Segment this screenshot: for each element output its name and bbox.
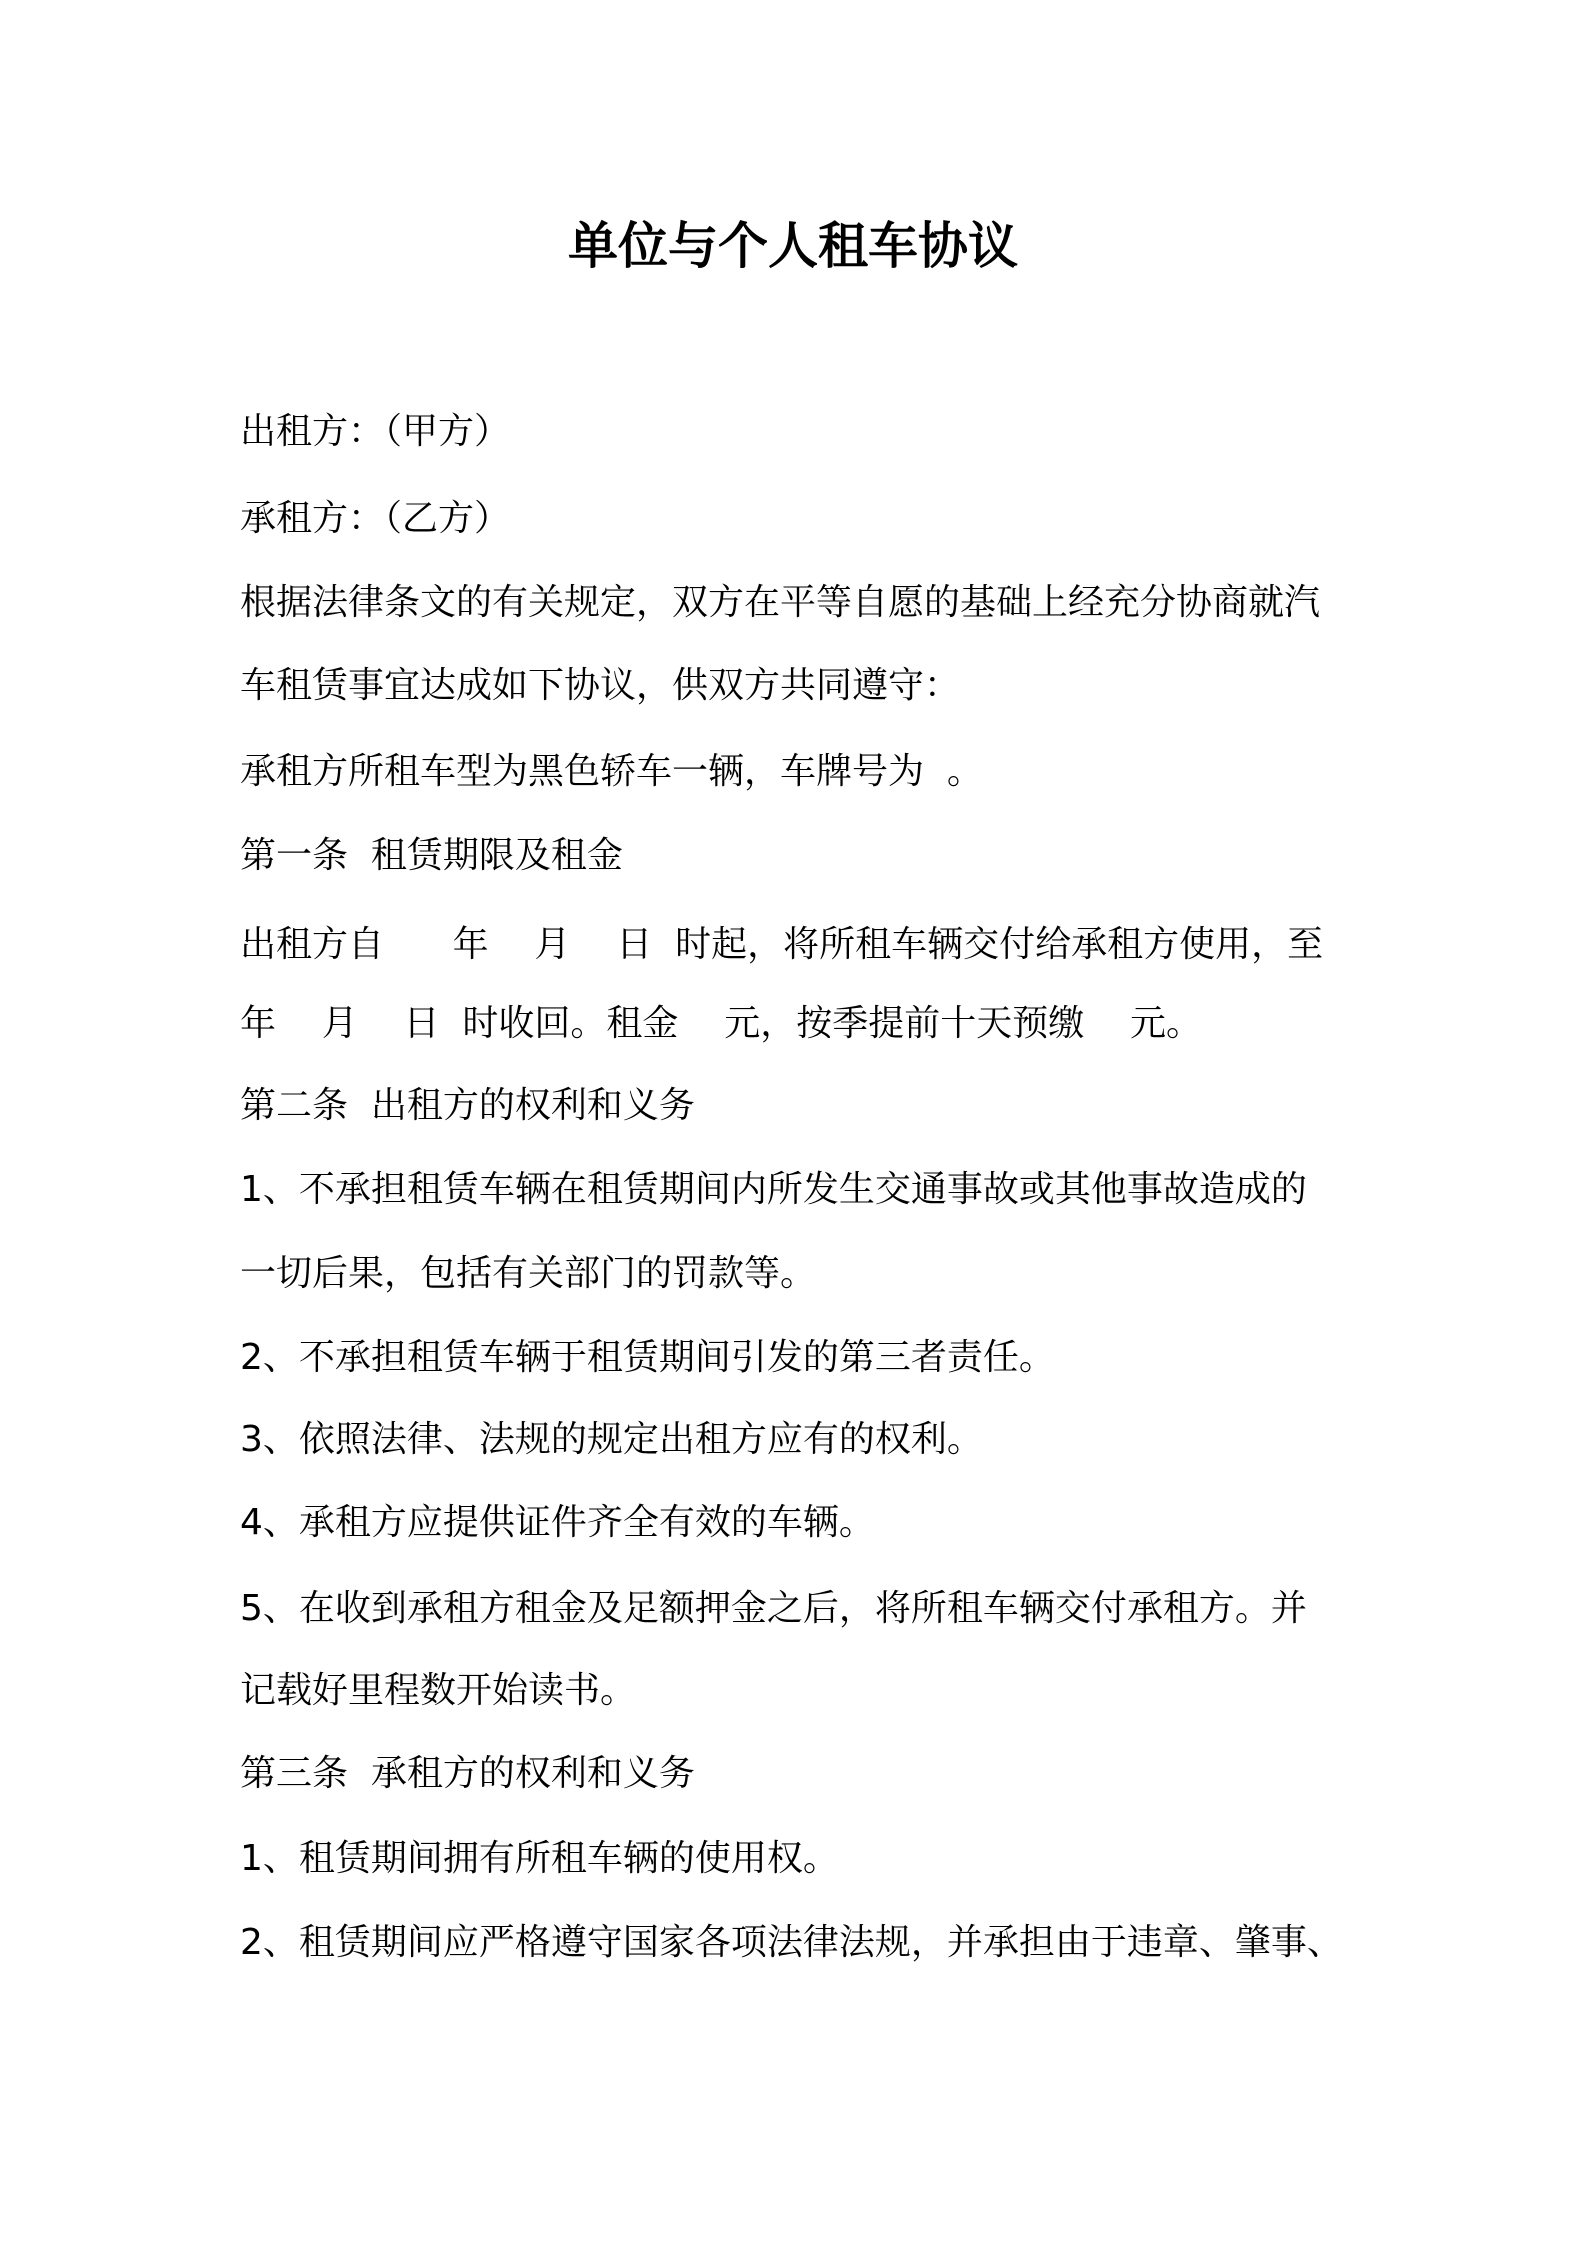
article-2-item-1-line-1: 1、不承担租赁车辆在租赁期间内所发生交通事故或其他事故造成的 [240,1169,1307,1210]
article-2-item-5-line-1: 5、在收到承租方租金及足额押金之后，将所租车辆交付承租方。并 [240,1588,1307,1629]
article-1-text-line-2: 年 月 日 时收回。租金 元，按季提前十天预缴 元。 [240,1003,1202,1044]
preamble-line-1: 根据法律条文的有关规定，双方在平等自愿的基础上经充分协商就汽 [240,582,1321,623]
lessee-line: 承租方：（乙方） [240,498,511,539]
article-3-heading: 第三条 承租方的权利和义务 [240,1753,695,1794]
article-2-heading: 第二条 出租方的权利和义务 [240,1085,695,1126]
article-2-item-2: 2、不承担租赁车辆于租赁期间引发的第三者责任。 [240,1337,1055,1378]
article-2-item-4: 4、承租方应提供证件齐全有效的车辆。 [240,1502,875,1543]
lessor-line: 出租方：（甲方） [240,411,511,452]
article-3-item-2: 2、租赁期间应严格遵守国家各项法律法规，并承担由于违章、肇事、 [240,1922,1343,1963]
article-2-item-5-line-2: 记载好里程数开始读书。 [240,1670,637,1711]
article-2-item-3: 3、依照法律、法规的规定出租方应有的权利。 [240,1419,983,1460]
vehicle-description: 承租方所租车型为黑色轿车一辆，车牌号为 。 [240,751,983,792]
article-1-heading: 第一条 租赁期限及租金 [240,835,623,876]
document-title: 单位与个人租车协议 [568,217,1018,275]
preamble-line-2: 车租赁事宜达成如下协议，供双方共同遵守： [240,665,961,706]
article-2-item-1-line-2: 一切后果，包括有关部门的罚款等。 [240,1253,817,1294]
article-3-item-1: 1、租赁期间拥有所租车辆的使用权。 [240,1838,839,1879]
article-1-text-line-1: 出租方自 年 月 日 时起，将所租车辆交付给承租方使用，至 [240,924,1324,965]
